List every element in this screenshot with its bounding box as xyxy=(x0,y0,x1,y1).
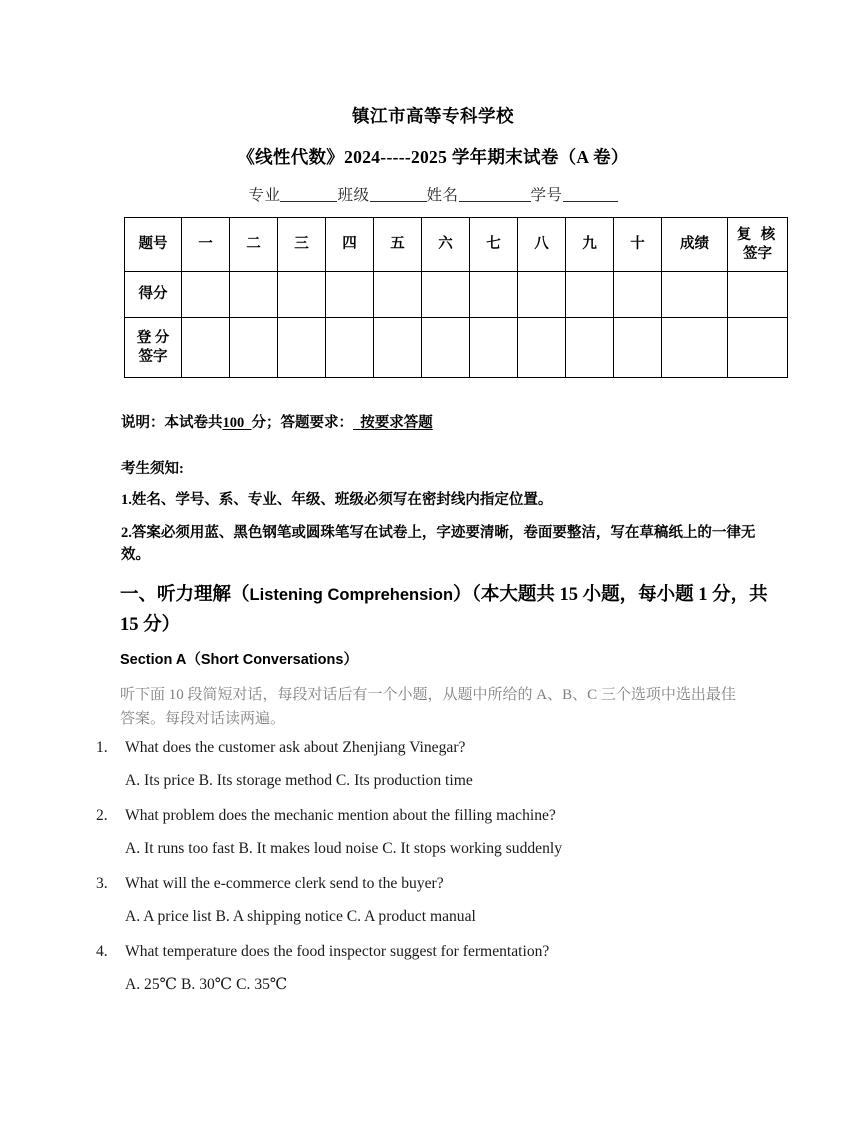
list-item xyxy=(96,941,786,1009)
table-row-score xyxy=(125,272,788,318)
question-stem xyxy=(96,873,786,906)
candidate-notice-heading: 考生须知: xyxy=(121,461,184,477)
list-item xyxy=(96,873,786,941)
score-cell-2[interactable] xyxy=(230,272,278,318)
cell-question-6: 六 xyxy=(422,218,470,272)
sign-cell-10[interactable] xyxy=(614,318,662,378)
score-cell-5[interactable] xyxy=(374,272,422,318)
question-number: 3. xyxy=(96,875,108,892)
score-cell-8[interactable] xyxy=(518,272,566,318)
list-item xyxy=(96,805,786,873)
score-cell-9[interactable] xyxy=(566,272,614,318)
question-options: A. It runs too fast B. It makes loud noise C. It stops working suddenly xyxy=(125,840,563,857)
recorder-signature-line1: 登 分 xyxy=(136,330,170,347)
score-cell-6[interactable] xyxy=(422,272,470,318)
question-options: A. A price list B. A shipping notice C. A product manual xyxy=(125,908,476,925)
class-blank[interactable] xyxy=(370,201,427,202)
sign-cell-total[interactable] xyxy=(662,318,728,378)
notice-item-2: 2.答案必须用蓝、黑色钢笔或圆珠笔写在试卷上，字迹要清晰，卷面要整洁，写在草稿纸上的一律无效。 xyxy=(121,525,756,564)
cell-recorder-signature-label xyxy=(125,318,182,378)
name-label: 姓名 xyxy=(426,187,459,204)
cell-question-9: 九 xyxy=(566,218,614,272)
question-stem xyxy=(96,941,786,974)
cell-question-1: 一 xyxy=(182,218,230,272)
major-label: 专业 xyxy=(248,187,281,204)
score-cell-review[interactable] xyxy=(728,272,788,318)
total-points-value: 100 xyxy=(222,415,245,431)
question-stem xyxy=(96,805,786,838)
cell-question-7: 七 xyxy=(470,218,518,272)
score-cell-total[interactable] xyxy=(662,272,728,318)
cell-question-10: 十 xyxy=(614,218,662,272)
question-stem xyxy=(96,737,786,770)
question-text: What temperature does the food inspector suggest for fermentation? xyxy=(125,943,550,960)
cell-question-2: 二 xyxy=(230,218,278,272)
exam-title: 《线性代数》2024-----2025 学年期末试卷（A 卷） xyxy=(237,147,629,167)
sign-cell-3[interactable] xyxy=(278,318,326,378)
sign-cell-5[interactable] xyxy=(374,318,422,378)
description-mid: 分；答题要求： xyxy=(251,415,353,431)
cell-question-5: 五 xyxy=(374,218,422,272)
major-blank[interactable] xyxy=(280,201,337,202)
school-title: 镇江市高等专科学校 xyxy=(352,106,514,126)
list-item xyxy=(96,737,786,805)
sign-cell-1[interactable] xyxy=(182,318,230,378)
question-options: A. 25℃ B. 30℃ C. 35℃ xyxy=(125,976,288,993)
cell-question-8: 八 xyxy=(518,218,566,272)
question-number: 2. xyxy=(96,807,108,824)
question-list xyxy=(96,737,786,1009)
section-a-label: Section A（Short Conversations） xyxy=(120,652,358,668)
sign-cell-review[interactable] xyxy=(728,318,788,378)
cell-question-no-label: 题号 xyxy=(125,218,182,272)
sign-cell-8[interactable] xyxy=(518,318,566,378)
exam-description-line xyxy=(121,412,781,434)
table-row-header xyxy=(125,218,788,272)
student-id-blank[interactable] xyxy=(563,201,618,202)
section-one-heading: 一、听力理解（Listening Comprehension）（本大题共 15 小题，每小题 1 分，共 15 分） xyxy=(120,585,768,635)
score-cell-10[interactable] xyxy=(614,272,662,318)
score-cell-1[interactable] xyxy=(182,272,230,318)
question-text: What does the customer ask about Zhenjiang Vinegar? xyxy=(125,739,466,756)
cell-question-3: 三 xyxy=(278,218,326,272)
question-number: 4. xyxy=(96,943,108,960)
section-one-heading-en: Listening Comprehension xyxy=(249,586,454,604)
section-one-heading-cn-prefix: 一、听力理解 xyxy=(120,585,232,605)
question-text: What will the e-commerce clerk send to the buyer? xyxy=(125,875,444,892)
review-signature-line2: 签字 xyxy=(743,245,772,262)
section-one-heading-cn-suffix: （本大题共 15 小题，每小题 1 分，共 15 分） xyxy=(120,585,768,635)
score-cell-4[interactable] xyxy=(326,272,374,318)
name-blank[interactable] xyxy=(459,201,531,202)
answer-requirement-value: 按要求答题 xyxy=(360,415,433,431)
recorder-signature-line2: 签字 xyxy=(138,348,168,365)
sign-cell-7[interactable] xyxy=(470,318,518,378)
sign-cell-9[interactable] xyxy=(566,318,614,378)
student-id-label: 学号 xyxy=(530,187,563,204)
score-cell-3[interactable] xyxy=(278,272,326,318)
score-table xyxy=(124,217,788,378)
class-label: 班级 xyxy=(337,187,370,204)
score-cell-7[interactable] xyxy=(470,272,518,318)
question-number: 1. xyxy=(96,739,108,756)
notice-item-1: 1.姓名、学号、系、专业、年级、班级必须写在密封线内指定位置。 xyxy=(121,492,553,508)
sign-cell-4[interactable] xyxy=(326,318,374,378)
sign-cell-2[interactable] xyxy=(230,318,278,378)
cell-score-label: 得分 xyxy=(125,272,182,318)
section-a-directions: 听下面 10 段简短对话，每段对话后有一个小题，从题中所给的 A、B、C 三个选项中选出最佳答案。每段对话读两遍。 xyxy=(120,687,736,728)
review-signature-line1: 复 核 xyxy=(736,227,779,244)
question-text: What problem does the mechanic mention about the filling machine? xyxy=(125,807,556,824)
cell-question-4: 四 xyxy=(326,218,374,272)
table-row-recorder-signature xyxy=(125,318,788,378)
description-prefix: 说明：本试卷共 xyxy=(121,415,223,431)
sign-cell-6[interactable] xyxy=(422,318,470,378)
question-options: A. Its price B. Its storage method C. Its production time xyxy=(125,772,473,789)
cell-review-signature-label xyxy=(728,218,788,272)
cell-total-label: 成绩 xyxy=(662,218,728,272)
student-info-line xyxy=(0,183,866,205)
